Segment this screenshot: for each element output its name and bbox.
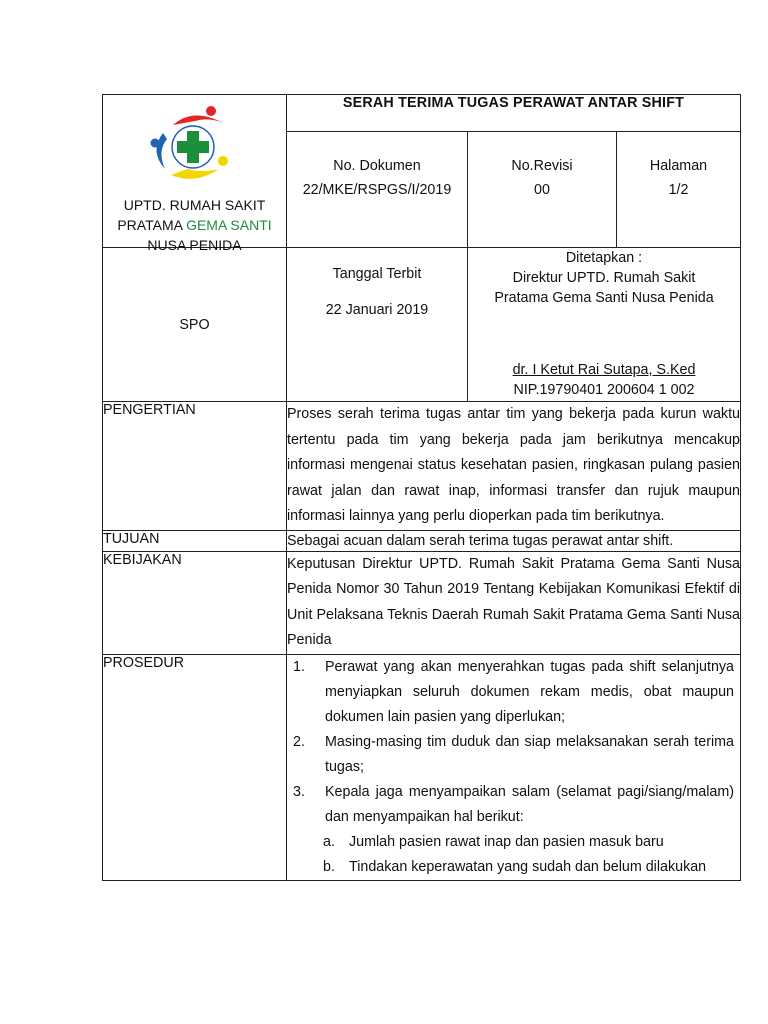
signatory-name: dr. I Ketut Rai Sutapa, S.Ked [512,362,696,378]
tanggal-value: 22 Januari 2019 [325,302,429,318]
tanggal-cell [287,248,468,402]
org-line2b: GEMA SANTI [186,217,272,233]
list-item: 1. Perawat yang akan menyerahkan tugas pada shift selanjutnya menyiapkan seluruh dokumen rekam medis, obat maupun dokumen lain pasien yang diperlukan; [293,658,735,725]
org-line1: UPTD. RUMAH SAKIT [123,197,266,213]
org-line3: NUSA PENIDA [147,237,242,253]
halaman-value: 1/2 [668,182,689,198]
halaman-cell [617,132,741,248]
kebijakan-label: KEBIJAKAN [103,551,287,654]
list-item: a. Jumlah pasien rawat inap dan pasien masuk baru [323,833,664,850]
tujuan-label: TUJUAN [103,530,287,551]
signatory-nip: NIP.19790401 200604 1 002 [513,382,695,398]
tujuan-text: Sebagai acuan dalam serah terima tugas perawat antar shift. [287,530,741,551]
penetapan-cell [468,248,741,402]
prosedur-content [287,654,741,880]
direktur-line2: Pratama Gema Santi Nusa Penida [494,290,714,306]
kebijakan-text: Keputusan Direktur UPTD. Rumah Sakit Pratama Gema Santi Nusa Penida Nomor 30 Tahun 2019 Tentang Kebijakan Komunikasi Efektif di Unit Pelaksana Teknis Daerah Rumah Sakit Pratama Gema Santi Nusa Penida [287,551,741,654]
spo-table [102,94,741,881]
pengertian-text: Proses serah terima tugas antar tim yang bekerja pada kurun waktu tertentu pada tim yang bekerja pada jam berikutnya mencakup informasi mengenai status kesehatan pasien, ringkasan pulang pasien rawat jalan dan rawat inap, informasi transfer dan rujuk maupun informasi lainnya yang perlu dioperkan pada tim berikutnya. [287,402,741,531]
ditetapkan: Ditetapkan : [565,250,643,266]
org-line2a: PRATAMA [117,217,187,233]
prosedur-label: PROSEDUR [103,654,287,880]
no-revisi-cell [468,132,617,248]
halaman-label: Halaman [649,158,708,174]
no-dokumen-value: 22/MKE/RSPGS/I/2019 [302,182,452,198]
tanggal-label: Tanggal Terbit [332,266,422,282]
org-line2 [103,215,286,235]
org-name [103,195,286,255]
direktur-line1: Direktur UPTD. Rumah Sakit [512,270,696,286]
document-title: SERAH TERIMA TUGAS PERAWAT ANTAR SHIFT [287,95,741,132]
no-revisi-value: 00 [534,182,550,198]
no-dokumen-cell [287,132,468,248]
pengertian-label: PENGERTIAN [103,402,287,531]
list-item: 2. Masing-masing tim duduk dan siap melaksanakan serah terima tugas; [293,733,735,775]
org-header-cell [103,95,287,253]
no-revisi-label: No.Revisi [511,158,573,174]
prosedur-steps [287,655,734,830]
list-item: b. Tindakan keperawatan yang sudah dan belum dilakukan [323,858,707,875]
hospital-cross-logo [143,103,235,183]
no-dokumen-label: No. Dokumen [333,158,421,174]
spo-label: SPO [103,248,287,402]
list-item: 3. Kepala jaga menyampaikan salam (selamat pagi/siang/malam) dan menyampaikan hal berikut: [293,783,735,825]
prosedur-substeps [287,830,734,880]
